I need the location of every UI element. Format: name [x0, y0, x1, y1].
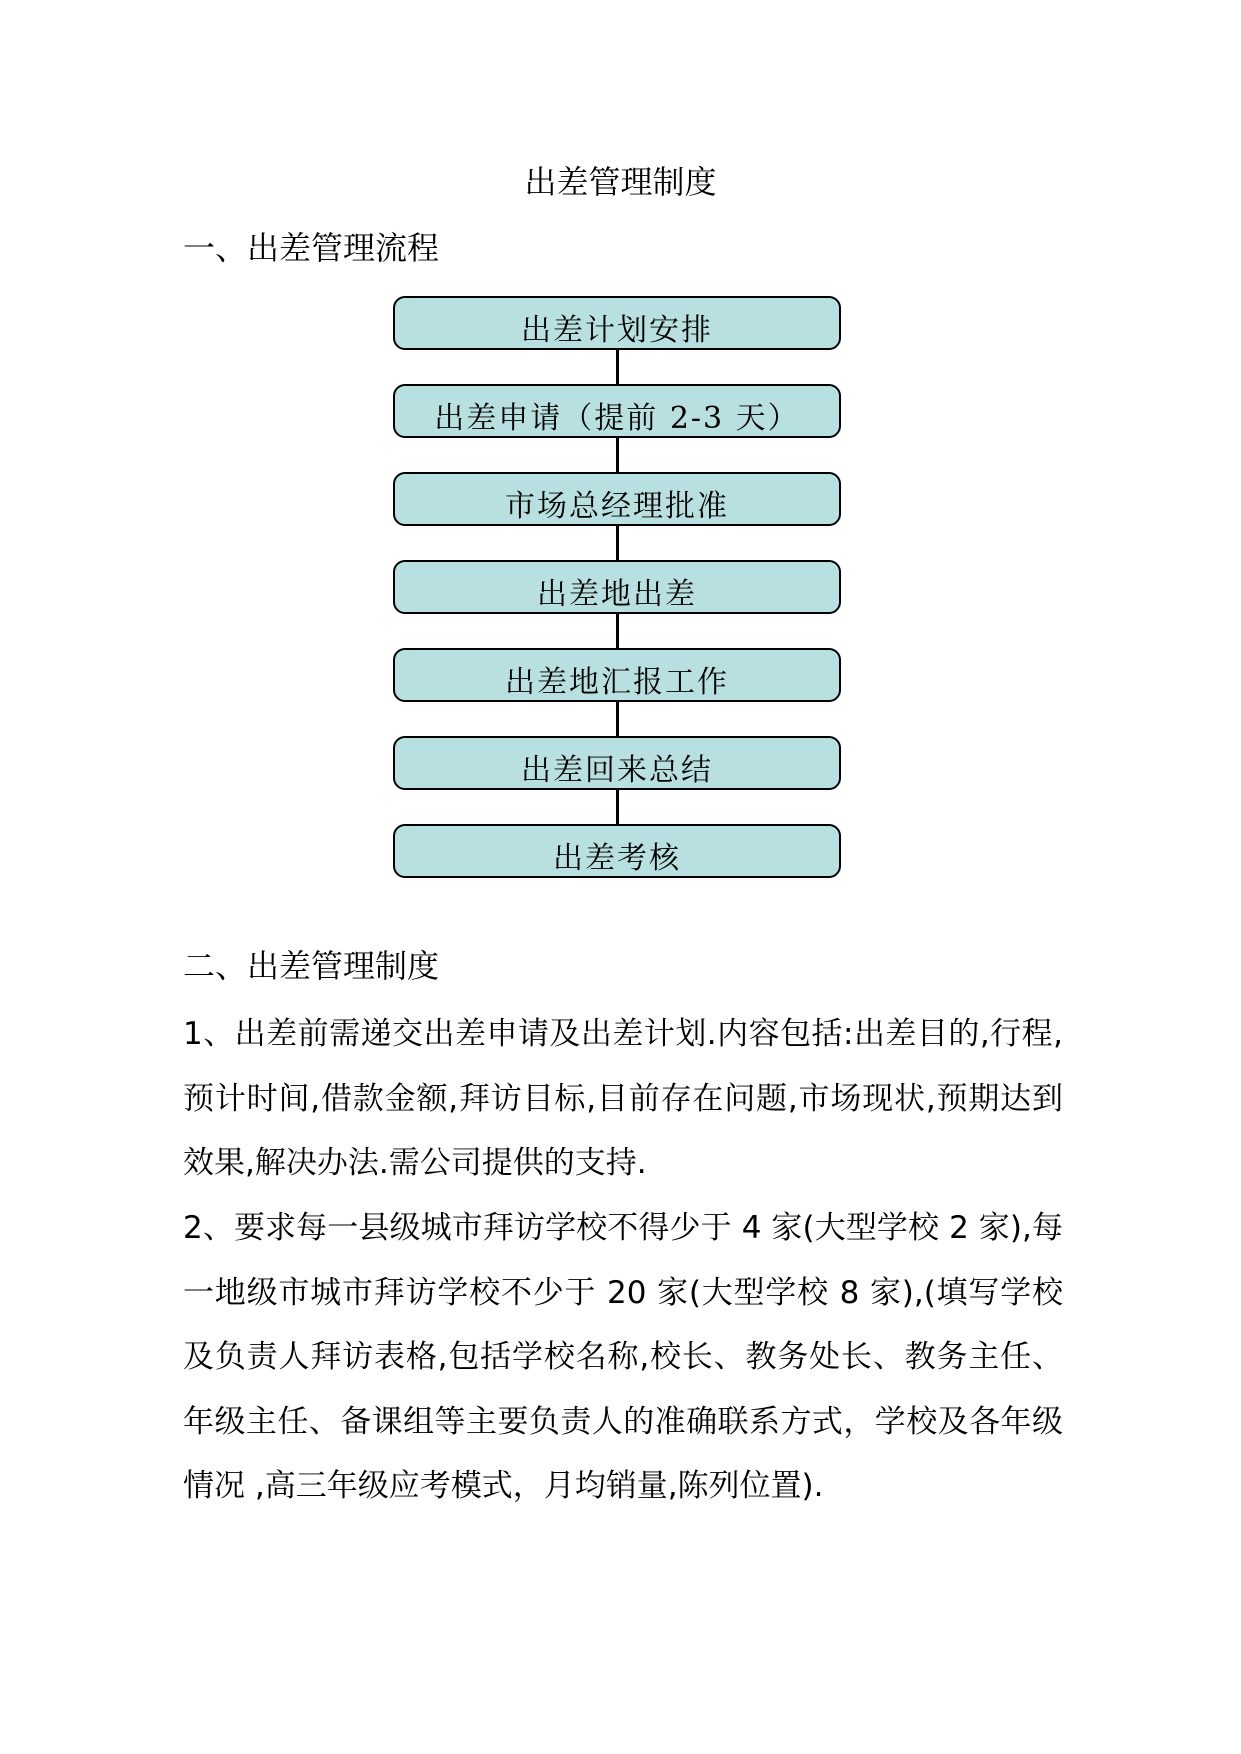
flow-step-label: 出差地出差: [537, 577, 697, 612]
flow-step-travel: [393, 560, 841, 614]
flow-step-label: 出差地汇报工作: [505, 665, 729, 700]
flow-connector: [616, 612, 619, 650]
flow-connector: [616, 524, 619, 562]
section-heading-rules: 二、出差管理制度: [183, 947, 440, 985]
document-title: 出差管理制度: [524, 163, 717, 201]
flow-step-approve: [393, 472, 841, 526]
flow-step-report: [393, 648, 841, 702]
flow-step-apply: [393, 384, 841, 438]
process-flowchart: [393, 296, 845, 886]
flow-connector: [616, 788, 619, 826]
flow-step-plan: [393, 296, 841, 350]
flow-step-assessment: [393, 824, 841, 878]
section-heading-process: 一、出差管理流程: [183, 229, 440, 267]
flow-step-label: 出差考核: [553, 841, 681, 876]
rule-item-1: 1、出差前需递交出差申请及出差计划.内容包括:出差目的,行程,预计时间,借款金额,拜访目标,目前存在问题,市场现状,预期达到效果,解决办法.需公司提供的支持.: [183, 1016, 1063, 1181]
flow-step-label: 出差回来总结: [521, 753, 713, 788]
flow-step-label: 市场总经理批准: [505, 489, 729, 524]
flow-step-label: 出差申请（提前 2-3 天）: [434, 401, 800, 436]
flow-step-summary: [393, 736, 841, 790]
rule-item-2: 2、要求每一县级城市拜访学校不得少于 4 家(大型学校 2 家),每一地级市城市拜访学校不少于 20 家(大型学校 8 家),(填写学校及负责人拜访表格,包括学校名称,校长、教务处长、教务主任、年级主任、备课组等主要负责人的准确联系方式，学校及各年级情况 ,高三年级应考模式，月均销量,陈列位置).: [183, 1210, 1063, 1504]
flow-connector: [616, 700, 619, 738]
flow-step-label: 出差计划安排: [521, 313, 713, 348]
flow-connector: [616, 348, 619, 386]
flow-connector: [616, 436, 619, 474]
